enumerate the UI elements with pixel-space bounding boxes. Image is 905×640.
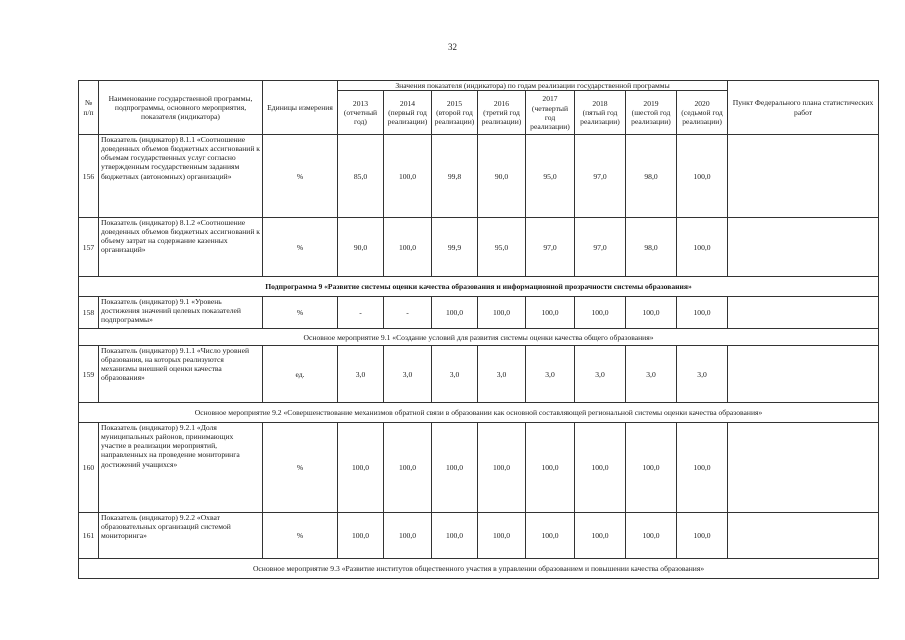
value-cell: 3,0 bbox=[575, 346, 626, 403]
table-row bbox=[79, 218, 879, 277]
header-year-number: 2016 bbox=[493, 98, 510, 108]
header-year-number: 2018 bbox=[592, 98, 608, 108]
header-year bbox=[526, 91, 575, 135]
value-cell: 100,0 bbox=[677, 297, 728, 329]
header-year-number: 2017 bbox=[542, 94, 558, 104]
value-cell: 3,0 bbox=[384, 346, 432, 403]
value-cell: 99,9 bbox=[432, 218, 478, 277]
header-year bbox=[432, 91, 478, 135]
table-row bbox=[79, 423, 879, 513]
header-unit: Единицы измерения bbox=[263, 81, 338, 135]
value-cell: 100,0 bbox=[478, 423, 526, 513]
header-year-note: (отчетный год) bbox=[343, 108, 378, 127]
indicator-name: Показатель (индикатор) 9.2.1 «Доля муниципальных районов, принимающих участие в реализации мероприятий, направленных на проведение мониторинга достижений учащихся» bbox=[99, 423, 263, 513]
value-cell: 100,0 bbox=[432, 297, 478, 329]
indicator-unit: % bbox=[263, 513, 338, 559]
value-cell: 100,0 bbox=[432, 423, 478, 513]
header-number: № п/п bbox=[79, 81, 99, 135]
header-year-number: 2019 bbox=[643, 98, 659, 108]
value-cell: 100,0 bbox=[526, 513, 575, 559]
table-row bbox=[79, 297, 879, 329]
section-row bbox=[79, 277, 879, 297]
header-year-note: (третий год реализации) bbox=[481, 108, 522, 127]
row-number: 159 bbox=[79, 346, 99, 403]
main-event-title: Основное мероприятие 9.3 «Развитие институтов общественного участия в управлении образованием и повышении качества образования» bbox=[79, 559, 879, 579]
value-cell: 100,0 bbox=[575, 513, 626, 559]
header-year bbox=[384, 91, 432, 135]
row-number: 157 bbox=[79, 218, 99, 277]
plan-cell bbox=[728, 346, 879, 403]
value-cell: 100,0 bbox=[384, 423, 432, 513]
row-number: 161 bbox=[79, 513, 99, 559]
value-cell: 100,0 bbox=[575, 297, 626, 329]
section-row bbox=[79, 403, 879, 423]
section-row bbox=[79, 559, 879, 579]
value-cell: 100,0 bbox=[432, 513, 478, 559]
value-cell: 100,0 bbox=[478, 513, 526, 559]
value-cell: 100,0 bbox=[575, 423, 626, 513]
header-year bbox=[626, 91, 677, 135]
value-cell: 100,0 bbox=[626, 423, 677, 513]
value-cell: 100,0 bbox=[677, 135, 728, 218]
indicator-name: Показатель (индикатор) 9.1.1 «Число уровней образования, на которых реализуются механизмы внешней оценки качества образования» bbox=[99, 346, 263, 403]
header-year-note: (первый год реализации) bbox=[387, 108, 428, 127]
value-cell: 90,0 bbox=[338, 218, 384, 277]
value-cell: 3,0 bbox=[626, 346, 677, 403]
value-cell: 100,0 bbox=[677, 513, 728, 559]
plan-cell bbox=[728, 423, 879, 513]
row-number: 158 bbox=[79, 297, 99, 329]
indicator-name: Показатель (индикатор) 9.1 «Уровень достижения значений целевых показателей подпрограммы» bbox=[99, 297, 263, 329]
value-cell: 97,0 bbox=[575, 135, 626, 218]
plan-cell bbox=[728, 297, 879, 329]
header-year-number: 2013 bbox=[352, 98, 369, 108]
header-year-note: (седьмой год реализации) bbox=[681, 108, 723, 127]
plan-cell bbox=[728, 135, 879, 218]
header-values-group: Значения показателя (индикатора) по годам реализации государственной программы bbox=[338, 81, 728, 91]
section-row bbox=[79, 329, 879, 346]
table-row bbox=[79, 346, 879, 403]
value-cell: 90,0 bbox=[478, 135, 526, 218]
plan-cell bbox=[728, 513, 879, 559]
header-year bbox=[338, 91, 384, 135]
row-number: 156 bbox=[79, 135, 99, 218]
value-cell: 97,0 bbox=[575, 218, 626, 277]
indicator-unit: % bbox=[263, 423, 338, 513]
page-number: 32 bbox=[448, 42, 457, 52]
table-row bbox=[79, 135, 879, 218]
value-cell: 98,0 bbox=[626, 218, 677, 277]
indicator-unit: ед. bbox=[263, 346, 338, 403]
header-name: Наименование государственной программы, подпрограммы, основного мероприятия, показателя (индикатора) bbox=[99, 81, 263, 135]
row-number: 160 bbox=[79, 423, 99, 513]
plan-cell bbox=[728, 218, 879, 277]
value-cell: 100,0 bbox=[677, 423, 728, 513]
value-cell: 100,0 bbox=[626, 297, 677, 329]
table-row bbox=[79, 513, 879, 559]
header-year bbox=[575, 91, 626, 135]
subprogram-title: Подпрограмма 9 «Развитие системы оценки качества образования и информационной прозрачности системы образования» bbox=[79, 277, 879, 297]
value-cell: 3,0 bbox=[478, 346, 526, 403]
header-year-number: 2020 bbox=[694, 98, 710, 108]
value-cell: 100,0 bbox=[338, 423, 384, 513]
value-cell: 99,8 bbox=[432, 135, 478, 218]
value-cell: 85,0 bbox=[338, 135, 384, 218]
header-year-number: 2014 bbox=[399, 98, 416, 108]
indicator-unit: % bbox=[263, 135, 338, 218]
value-cell: 95,0 bbox=[478, 218, 526, 277]
indicators-table bbox=[78, 80, 879, 579]
value-cell: 100,0 bbox=[384, 218, 432, 277]
value-cell: - bbox=[338, 297, 384, 329]
header-year bbox=[478, 91, 526, 135]
header-year-number: 2015 bbox=[446, 98, 463, 108]
value-cell: 3,0 bbox=[677, 346, 728, 403]
header-year-note: (четвертый год реализации) bbox=[530, 103, 570, 131]
value-cell: 100,0 bbox=[526, 297, 575, 329]
indicator-name: Показатель (индикатор) 9.2.2 «Охват образовательных организаций системой мониторинга» bbox=[99, 513, 263, 559]
main-event-title: Основное мероприятие 9.2 «Совершенствование механизмов обратной связи в образовании как основной составляющей региональной системы оценки качества образования» bbox=[79, 403, 879, 423]
value-cell: 3,0 bbox=[338, 346, 384, 403]
value-cell: - bbox=[384, 297, 432, 329]
main-event-title: Основное мероприятие 9.1 «Создание условий для развития системы оценки качества общего образования» bbox=[79, 329, 879, 346]
value-cell: 100,0 bbox=[526, 423, 575, 513]
value-cell: 100,0 bbox=[384, 513, 432, 559]
value-cell: 100,0 bbox=[677, 218, 728, 277]
value-cell: 100,0 bbox=[478, 297, 526, 329]
header-year-note: (пятый год реализации) bbox=[580, 108, 620, 127]
header-year-note: (шестой год реализации) bbox=[631, 108, 671, 127]
value-cell: 3,0 bbox=[432, 346, 478, 403]
indicator-unit: % bbox=[263, 297, 338, 329]
value-cell: 100,0 bbox=[384, 135, 432, 218]
value-cell: 100,0 bbox=[338, 513, 384, 559]
header-plan: Пункт Федерального плана статистических работ bbox=[728, 81, 879, 135]
indicator-name: Показатель (индикатор) 8.1.2 «Соотношение доведенных объемов бюджетных ассигнований к объему затрат на содержание казенных организаций» bbox=[99, 218, 263, 277]
header-year-note: (второй год реализации) bbox=[434, 108, 475, 127]
indicator-unit: % bbox=[263, 218, 338, 277]
value-cell: 97,0 bbox=[526, 218, 575, 277]
value-cell: 98,0 bbox=[626, 135, 677, 218]
value-cell: 100,0 bbox=[626, 513, 677, 559]
value-cell: 95,0 bbox=[526, 135, 575, 218]
indicator-name: Показатель (индикатор) 8.1.1 «Соотношение доведенных объемов бюджетных ассигнований к объемам государственных услуг согласно утвержденным государственным заданиям бюджетных (автономных) организаций» bbox=[99, 135, 263, 218]
value-cell: 3,0 bbox=[526, 346, 575, 403]
header-year bbox=[677, 91, 728, 135]
